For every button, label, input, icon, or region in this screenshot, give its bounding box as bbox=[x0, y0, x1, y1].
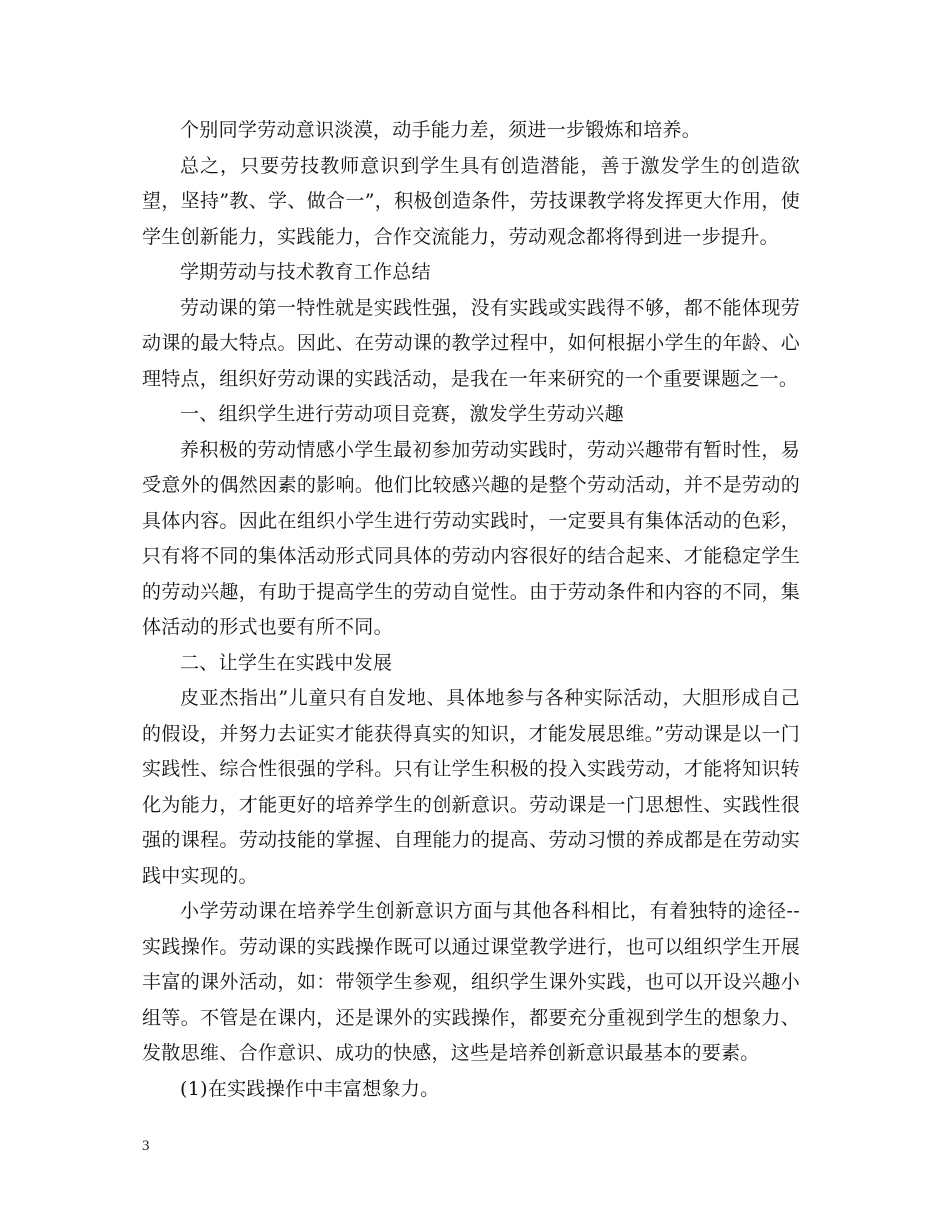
paragraph-3: 劳动课的第一特性就是实践性强，没有实践或实践得不够，都不能体现劳动课的最大特点。因此、在劳动课的教学过程中，如何根据小学生的年龄、心理特点，组织好劳动课的实践活动，是我在一年来研究的一个重要课题之一。 bbox=[142, 296, 800, 390]
page-number: 3 bbox=[142, 1138, 150, 1154]
paragraph-1: 个别同学劳动意识淡漠，动手能力差，须进一步锻炼和培养。 bbox=[180, 119, 702, 141]
paragraph-5: 皮亚杰指出”儿童只有自发地、具体地参与各种实际活动，大胆形成自己的假设，并努力去证实才能获得真实的知识，才能发展思维。”劳动课是以一门实践性、综合性很强的学科。只有让学生积极的投入实践劳动，才能将知识转化为能力，才能更好的培养学生的创新意识。劳动课是一门思想性、实践性很强的课程。劳动技能的掌握、自理能力的提高、劳动习惯的养成都是在劳动实践中实现的。 bbox=[142, 687, 800, 887]
paragraph-2: 总之，只要劳技教师意识到学生具有创造潜能，善于激发学生的创造欲望，坚持”教、学、做合一”，积极创造条件，劳技课教学将发挥更大作用，使学生创新能力，实践能力，合作交流能力，劳动观念都将得到进一步提升。 bbox=[142, 154, 800, 248]
section-title: 学期劳动与技术教育工作总结 bbox=[180, 261, 431, 283]
paragraph-4: 养积极的劳动情感小学生最初参加劳动实践时，劳动兴趣带有暂时性，易受意外的偶然因素的影响。他们比较感兴趣的是整个劳动活动，并不是劳动的具体内容。因此在组织小学生进行劳动实践时，一定要具有集体活动的色彩，只有将不同的集体活动形式同具体的劳动内容很好的结合起来、才能稳定学生的劳动兴趣，有助于提高学生的劳动自觉性。由于劳动条件和内容的不同，集体活动的形式也要有所不同。 bbox=[142, 438, 800, 638]
paragraph-6: 小学劳动课在培养学生创新意识方面与其他各科相比，有着独特的途径--实践操作。劳动课的实践操作既可以通过课堂教学进行，也可以组织学生开展丰富的课外活动，如：带领学生参观，组织学生课外实践，也可以开设兴趣小组等。不管是在课内，还是课外的实践操作，都要充分重视到学生的想象力、发散思维、合作意识、成功的快感，这些是培养创新意识最基本的要素。 bbox=[142, 900, 800, 1064]
heading-2: 二、让学生在实践中发展 bbox=[180, 651, 393, 674]
heading-1: 一、组织学生进行劳动项目竞赛，激发学生劳动兴趣 bbox=[180, 403, 624, 425]
sub-heading-1: (1)在实践操作中丰富想象力。 bbox=[180, 1077, 440, 1100]
document-body bbox=[142, 113, 800, 1107]
